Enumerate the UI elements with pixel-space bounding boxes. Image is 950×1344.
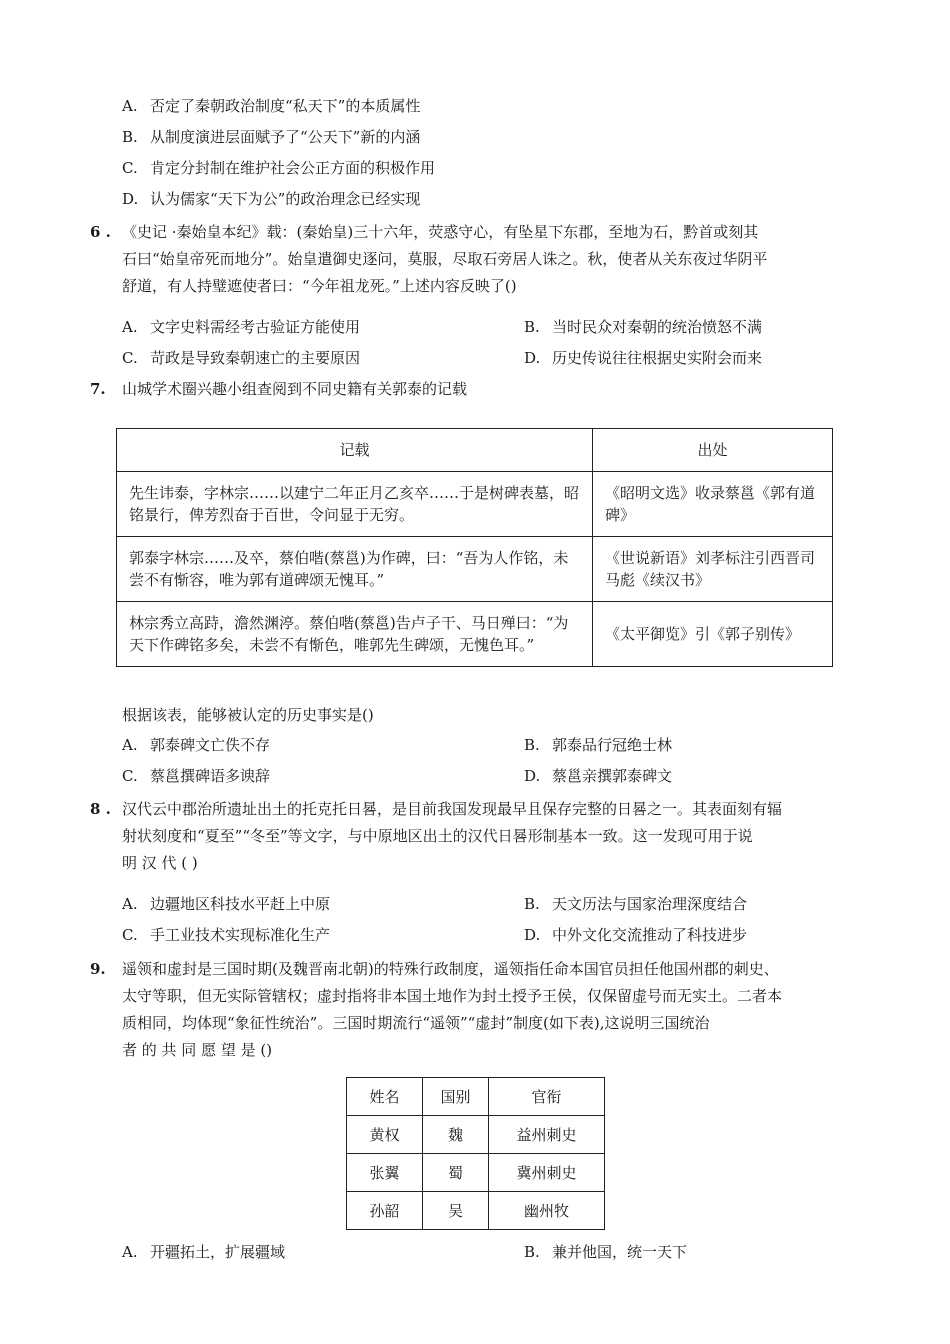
option-text: 边疆地区科技水平赶上中原 bbox=[150, 895, 331, 913]
option-letter: A. bbox=[122, 318, 138, 336]
header-state: 国别 bbox=[423, 1078, 489, 1116]
q6-option-a[interactable] bbox=[122, 316, 360, 338]
table-row bbox=[347, 1154, 605, 1192]
q8-option-d[interactable] bbox=[524, 924, 747, 946]
q9-stem-line-3: 质相同，均体现“象征性统治”。三国时期流行“遥领”“虚封”制度(如下表),这说明三国统治 bbox=[122, 1014, 710, 1032]
source-cell: 《昭明文选》收录蔡邕《郭有道碑》 bbox=[593, 472, 833, 537]
q8-stem-line-3: 明 汉 代 ( ) bbox=[122, 854, 198, 872]
record-cell: 先生讳泰，字林宗……以建宁二年正月乙亥卒……于是树碑表墓，昭铭景行，俾芳烈奋于百世，令问显于无穷。 bbox=[117, 472, 593, 537]
q6-option-b[interactable] bbox=[524, 316, 762, 338]
q9-officials-table bbox=[346, 1077, 605, 1230]
q7-stem bbox=[90, 378, 467, 400]
q8-stem-line-1 bbox=[90, 798, 782, 820]
q5-option-b[interactable] bbox=[122, 126, 420, 148]
option-letter: B. bbox=[122, 128, 138, 146]
option-letter: C. bbox=[122, 159, 138, 177]
q9-stem-line-1 bbox=[90, 958, 779, 980]
option-letter: D. bbox=[524, 926, 541, 944]
q6-option-c[interactable] bbox=[122, 347, 360, 369]
table-row bbox=[117, 602, 833, 667]
option-letter: B. bbox=[524, 895, 540, 913]
table-row bbox=[117, 472, 833, 537]
option-text: 郭泰品行冠绝士林 bbox=[552, 736, 673, 754]
header-name: 姓名 bbox=[347, 1078, 423, 1116]
q6-stem-line-3: 舒道，有人持璧遮使者曰：“今年祖龙死。”上述内容反映了() bbox=[122, 277, 517, 295]
option-text: 苛政是导致秦朝速亡的主要原因 bbox=[150, 349, 361, 367]
source-cell: 《太平御览》引《郭子别传》 bbox=[593, 602, 833, 667]
option-letter: A. bbox=[122, 736, 138, 754]
option-text: 兼并他国，统一天下 bbox=[552, 1243, 688, 1261]
question-number: 6 . bbox=[90, 223, 111, 241]
option-text: 手工业技术实现标准化生产 bbox=[150, 926, 331, 944]
stem-text: 《史记 ·秦始皇本纪》载：(秦始皇)三十六年，荧惑守心，有坠星下东郡，至地为石，黔首或刻其 bbox=[122, 223, 759, 241]
option-text: 开疆拓土，扩展疆域 bbox=[150, 1243, 286, 1261]
table-row bbox=[347, 1116, 605, 1154]
q8-option-b[interactable] bbox=[524, 893, 747, 915]
option-letter: A. bbox=[122, 1243, 138, 1261]
question-number: 8 . bbox=[90, 800, 111, 818]
option-text: 当时民众对秦朝的统治愤怒不满 bbox=[552, 318, 763, 336]
q9-option-b[interactable] bbox=[524, 1241, 687, 1263]
table-row bbox=[117, 537, 833, 602]
q6-stem-line-2: 石曰“始皇帝死而地分”。始皇遣御史逐问，莫服，尽取石旁居人诛之。秋，使者从关东夜过华阴平 bbox=[122, 250, 768, 268]
q7-question: 根据该表，能够被认定的历史事实是() bbox=[122, 706, 374, 724]
q9-stem-line-2: 太守等职，但无实际管辖权；虚封指将非本国土地作为封土授予王侯，仅保留虚号而无实土。二者本 bbox=[122, 987, 783, 1005]
option-letter: C. bbox=[122, 767, 138, 785]
q5-option-d[interactable] bbox=[122, 188, 420, 210]
option-letter: D. bbox=[524, 767, 541, 785]
q9-option-a[interactable] bbox=[122, 1241, 285, 1263]
q7-option-c[interactable] bbox=[122, 765, 270, 787]
stem-text: 山城学术圈兴趣小组查阅到不同史籍有关郭泰的记载 bbox=[122, 380, 468, 398]
option-text: 否定了秦朝政治制度“私天下”的本质属性 bbox=[150, 97, 421, 115]
title-cell: 益州刺史 bbox=[489, 1116, 605, 1154]
option-text: 历史传说往往根据史实附会而来 bbox=[552, 349, 763, 367]
record-cell: 林宗秀立高跱，澹然渊渟。蔡伯喈(蔡邕)告卢子干、马日殚曰：“为天下作碑铭多矣，未尝不有惭色，唯郭先生碑颂，无愧色耳。” bbox=[117, 602, 593, 667]
q8-option-c[interactable] bbox=[122, 924, 330, 946]
title-cell: 幽州牧 bbox=[489, 1192, 605, 1230]
question-number: 7. bbox=[90, 380, 106, 398]
state-cell: 吴 bbox=[423, 1192, 489, 1230]
option-text: 肯定分封制在维护社会公正方面的积极作用 bbox=[150, 159, 436, 177]
option-letter: A. bbox=[122, 895, 138, 913]
header-source: 出处 bbox=[593, 429, 833, 472]
stem-text: 汉代云中郡治所遗址出土的托克托日晷，是目前我国发现最早且保存完整的日晷之一。其表面刻有辐 bbox=[122, 800, 783, 818]
table-header-row bbox=[347, 1078, 605, 1116]
option-text: 天文历法与国家治理深度结合 bbox=[552, 895, 748, 913]
state-cell: 魏 bbox=[423, 1116, 489, 1154]
q8-option-a[interactable] bbox=[122, 893, 330, 915]
option-text: 从制度演进层面赋予了“公天下”新的内涵 bbox=[150, 128, 421, 146]
option-text: 蔡邕亲撰郭泰碑文 bbox=[552, 767, 673, 785]
option-text: 蔡邕撰碑语多谀辞 bbox=[150, 767, 271, 785]
state-cell: 蜀 bbox=[423, 1154, 489, 1192]
option-text: 认为儒家“天下为公”的政治理念已经实现 bbox=[150, 190, 421, 208]
option-letter: C. bbox=[122, 926, 138, 944]
q6-option-d[interactable] bbox=[524, 347, 762, 369]
q7-records-table bbox=[116, 428, 833, 667]
stem-text: 遥领和虚封是三国时期(及魏晋南北朝)的特殊行政制度，遥领指任命本国官员担任他国州郡的刺史、 bbox=[122, 960, 779, 978]
q5-option-a[interactable] bbox=[122, 95, 420, 117]
q5-option-c[interactable] bbox=[122, 157, 435, 179]
option-letter: B. bbox=[524, 318, 540, 336]
option-letter: C. bbox=[122, 349, 138, 367]
table-header-row bbox=[117, 429, 833, 472]
q7-option-b[interactable] bbox=[524, 734, 672, 756]
record-cell: 郭泰字林宗……及卒，蔡伯喈(蔡邕)为作碑，曰：“吾为人作铭，未尝不有惭容，唯为郭有道碑颂无愧耳。” bbox=[117, 537, 593, 602]
q7-option-a[interactable] bbox=[122, 734, 270, 756]
option-text: 中外文化交流推动了科技进步 bbox=[552, 926, 748, 944]
name-cell: 孙韶 bbox=[347, 1192, 423, 1230]
option-letter: B. bbox=[524, 736, 540, 754]
option-letter: A. bbox=[122, 97, 138, 115]
header-title: 官衔 bbox=[489, 1078, 605, 1116]
name-cell: 黄权 bbox=[347, 1116, 423, 1154]
title-cell: 冀州刺史 bbox=[489, 1154, 605, 1192]
q9-stem-line-4: 者 的 共 同 愿 望 是 () bbox=[122, 1041, 273, 1059]
source-cell: 《世说新语》刘孝标注引西晋司马彪《续汉书》 bbox=[593, 537, 833, 602]
option-letter: D. bbox=[122, 190, 139, 208]
option-text: 郭泰碑文亡佚不存 bbox=[150, 736, 271, 754]
option-text: 文字史料需经考古验证方能使用 bbox=[150, 318, 361, 336]
q6-stem-line-1 bbox=[90, 221, 758, 243]
option-letter: B. bbox=[524, 1243, 540, 1261]
question-number: 9. bbox=[90, 960, 106, 978]
name-cell: 张翼 bbox=[347, 1154, 423, 1192]
q8-stem-line-2: 射状刻度和“夏至”“冬至”等文字，与中原地区出土的汉代日晷形制基本一致。这一发现可用于说 bbox=[122, 827, 753, 845]
header-record: 记载 bbox=[117, 429, 593, 472]
option-letter: D. bbox=[524, 349, 541, 367]
table-row bbox=[347, 1192, 605, 1230]
q7-option-d[interactable] bbox=[524, 765, 672, 787]
